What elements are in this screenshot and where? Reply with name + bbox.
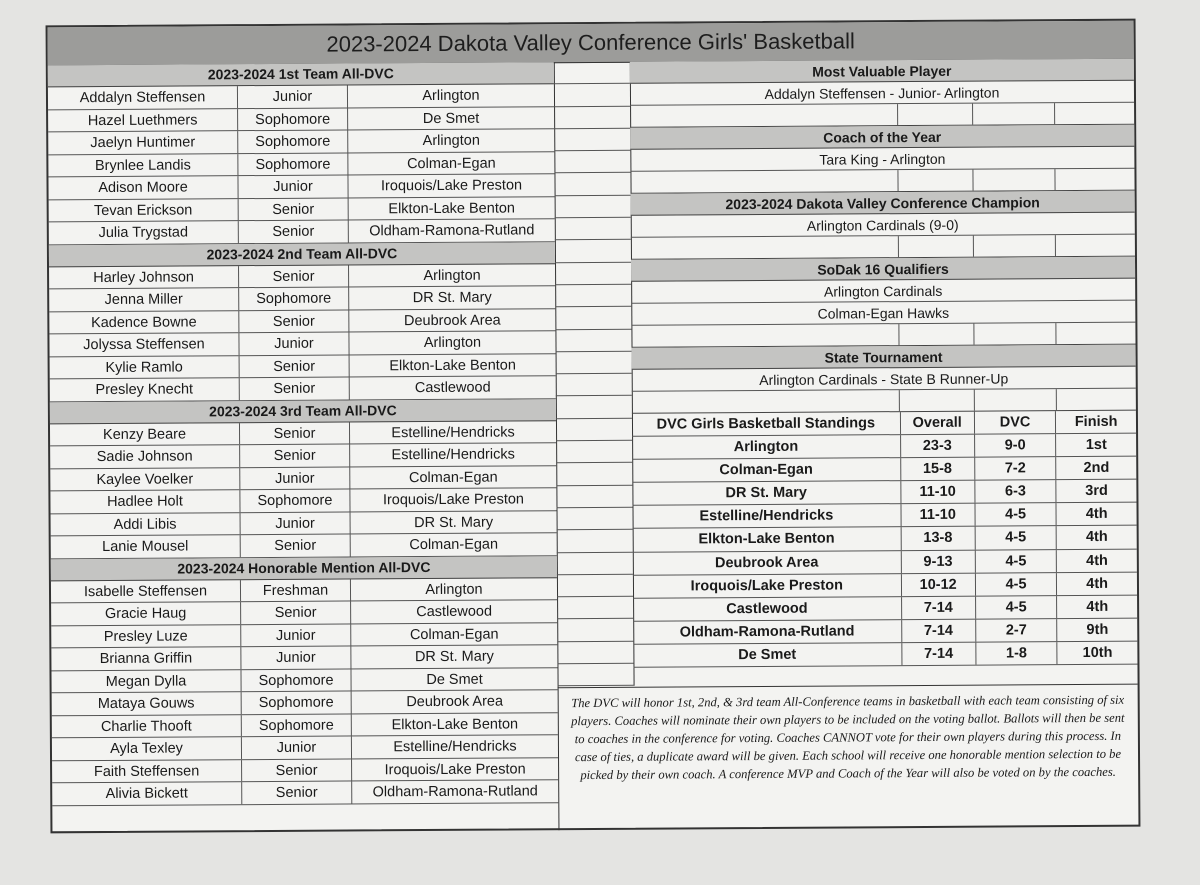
player-grade: Sophomore xyxy=(238,153,348,175)
player-row xyxy=(50,354,556,380)
player-grade: Sophomore xyxy=(238,130,348,152)
player-grade: Junior xyxy=(239,332,349,354)
team: Oldham-Ramona-Rutland xyxy=(633,620,902,644)
player-school: Estelline/Hendricks xyxy=(393,738,517,756)
blank-cell xyxy=(630,170,898,193)
standings-row xyxy=(633,642,1137,668)
dvc-record: 2-7 xyxy=(976,619,1058,642)
player-grade: Senior xyxy=(241,534,351,556)
overall-record: 7-14 xyxy=(902,643,976,666)
player-grade: Junior xyxy=(238,175,348,197)
team: Estelline/Hendricks xyxy=(632,504,901,528)
dvc-record: 1-8 xyxy=(976,642,1058,665)
selection-note: The DVC will honor 1st, 2nd, & 3rd team All-Conference teams in basketball with each team consisting of six players. Coaches will nominate their own players to be included on the voting ballot. Ballots will then be sent to coaches in the conference for voting. Coaches CANNOT vote for their own players during this process. In case of ties, a duplicate award will be given. Each school will receive one honorable mention selection to be picked by their own coach. A conference MVP and Coach of the Year will also be voted on by the coaches. xyxy=(558,684,1139,831)
player-row xyxy=(48,84,554,110)
player-grade: Sophomore xyxy=(241,669,351,691)
player-name: Tevan Erickson xyxy=(49,199,239,222)
blank-cell xyxy=(899,236,974,257)
player-name: Brynlee Landis xyxy=(48,154,238,177)
player-name: Isabelle Steffensen xyxy=(51,580,241,603)
player-name: Kylie Ramlo xyxy=(50,356,240,379)
standings-row xyxy=(632,503,1136,529)
finish: 2nd xyxy=(1083,460,1110,477)
player-school: Oldham-Ramona-Rutland xyxy=(372,783,538,801)
player-school: Colman-Egan xyxy=(408,469,498,486)
player-name: Charlie Thooft xyxy=(52,715,242,738)
blank-cell xyxy=(554,106,630,129)
dvc-record: 4-5 xyxy=(976,550,1058,573)
player-school: De Smet xyxy=(422,110,480,127)
dvc-record: 6-3 xyxy=(975,480,1057,503)
blank-cell xyxy=(557,575,633,598)
standings-header-finish: Finish xyxy=(1074,413,1118,431)
player-name: Presley Knecht xyxy=(50,378,240,401)
blank-cell xyxy=(555,262,631,285)
player-school: Arlington xyxy=(423,334,482,352)
blank-cell xyxy=(557,597,633,620)
player-row xyxy=(52,735,558,761)
player-school: Elkton-Lake Benton xyxy=(389,356,516,374)
player-grade: Senior xyxy=(239,198,349,220)
award-value: Tara King - Arlington xyxy=(630,147,1134,172)
dvc-record: 4-5 xyxy=(975,527,1057,550)
finish: 9th xyxy=(1086,621,1109,638)
blank-cell xyxy=(556,463,632,486)
blank-cell xyxy=(899,170,974,191)
blank-cell xyxy=(556,419,632,442)
team: Colman-Egan xyxy=(632,458,901,482)
player-grade: Junior xyxy=(240,467,350,489)
award-value: Colman-Egan Hawks xyxy=(631,301,1135,326)
blank-cell xyxy=(975,389,1057,411)
team: Deubrook Area xyxy=(633,551,902,575)
section-heading: 2023-2024 2nd Team All-DVC xyxy=(49,242,555,267)
dvc-record: 4-5 xyxy=(976,596,1058,619)
all-conference-teams xyxy=(48,62,560,833)
player-grade: Freshman xyxy=(241,579,351,601)
player-school: Elkton-Lake Benton xyxy=(388,199,515,217)
player-name: Jenna Miller xyxy=(49,288,239,311)
blank-cell xyxy=(1056,235,1135,256)
player-school: Arlington xyxy=(425,581,483,598)
blank-cell xyxy=(630,104,898,127)
player-grade: Senior xyxy=(240,422,350,444)
standings-table xyxy=(632,411,1138,668)
player-name: Hadlee Holt xyxy=(50,490,240,513)
player-row xyxy=(51,533,557,559)
player-grade: Senior xyxy=(239,265,349,287)
section-heading: 2023-2024 1st Team All-DVC xyxy=(48,62,554,87)
award-heading: SoDak 16 Qualifiers xyxy=(631,257,1135,282)
blank-cell xyxy=(556,485,632,508)
blank-cell xyxy=(554,151,630,174)
player-school: Elkton-Lake Benton xyxy=(391,715,519,733)
blank-cell xyxy=(1055,103,1134,124)
blank-column xyxy=(554,62,635,686)
finish: 4th xyxy=(1086,552,1108,569)
blank-cell xyxy=(557,508,633,531)
player-row xyxy=(52,713,558,739)
dvc-record: 9-0 xyxy=(975,434,1057,457)
award-heading: 2023-2024 Dakota Valley Conference Champion xyxy=(631,191,1135,216)
team: Castlewood xyxy=(633,597,902,621)
player-grade: Junior xyxy=(241,512,351,534)
player-grade: Sophomore xyxy=(240,489,350,511)
blank-cell xyxy=(556,352,632,375)
standings-header-team: DVC Girls Basketball Standings xyxy=(632,412,901,436)
player-school: DR St. Mary xyxy=(414,648,494,666)
overall-record: 23-3 xyxy=(901,435,975,458)
player-row xyxy=(48,152,554,178)
overall-record: 13-8 xyxy=(901,527,975,550)
player-grade: Senior xyxy=(240,355,350,377)
overall-record: 9-13 xyxy=(901,550,975,573)
overall-record: 10-12 xyxy=(902,573,976,596)
blank-cell xyxy=(555,285,631,308)
standings-row xyxy=(633,619,1137,645)
player-name: Addalyn Steffensen xyxy=(48,86,238,109)
blank-cell xyxy=(1057,389,1136,410)
player-school: De Smet xyxy=(426,671,483,688)
player-name: Lanie Mousel xyxy=(51,535,241,558)
blank-cell xyxy=(555,307,631,330)
player-grade: Junior xyxy=(241,646,351,668)
blank-row xyxy=(631,235,1135,260)
finish: 4th xyxy=(1086,575,1109,592)
player-row xyxy=(51,668,557,694)
team: Iroquois/Lake Preston xyxy=(633,574,902,598)
standings-header-overall-record: Overall xyxy=(901,412,975,435)
player-name: Jaelyn Huntimer xyxy=(48,131,238,154)
blank-cell xyxy=(557,552,633,575)
award-heading: Coach of the Year xyxy=(630,125,1134,150)
player-name: Faith Steffensen xyxy=(52,760,242,783)
blank-cell xyxy=(555,329,631,352)
award-value: Arlington Cardinals (9-0) xyxy=(631,213,1135,238)
player-grade: Senior xyxy=(242,759,352,781)
finish: 4th xyxy=(1086,598,1109,615)
player-row xyxy=(49,331,555,357)
player-name: Addi Libis xyxy=(51,513,241,536)
team: Elkton-Lake Benton xyxy=(633,528,902,552)
player-row xyxy=(50,443,556,469)
blank-cell xyxy=(555,218,631,241)
awards-list xyxy=(630,59,1136,414)
player-school: Iroquois/Lake Preston xyxy=(384,760,526,778)
dvc-record: 4-5 xyxy=(975,504,1057,527)
standings-row xyxy=(633,572,1137,598)
section-heading: 2023-2024 Honorable Mention All-DVC xyxy=(51,556,557,581)
player-school: Estelline/Hendricks xyxy=(391,423,515,441)
player-row xyxy=(51,600,557,626)
awards-and-standings xyxy=(630,59,1138,686)
player-name: Kenzy Beare xyxy=(50,423,240,446)
finish: 3rd xyxy=(1085,483,1108,500)
finish: 4th xyxy=(1085,506,1108,523)
finish: 1st xyxy=(1085,436,1107,454)
blank-cell xyxy=(973,169,1055,191)
player-row xyxy=(49,286,555,312)
player-grade: Senior xyxy=(239,310,349,332)
player-name: Gracie Haug xyxy=(51,602,241,625)
blank-cell xyxy=(554,129,630,152)
player-school: Oldham-Ramona-Rutland xyxy=(369,222,535,240)
player-name: Mataya Gouws xyxy=(52,692,242,715)
blank-cell xyxy=(900,390,975,411)
player-row xyxy=(50,488,556,514)
player-name: Sadie Johnson xyxy=(50,445,240,468)
player-school: Colman-Egan xyxy=(409,536,499,554)
blank-cell xyxy=(557,530,633,553)
player-name: Jolyssa Steffensen xyxy=(49,333,239,356)
blank-cell xyxy=(556,396,632,419)
player-row xyxy=(49,219,555,245)
blank-row xyxy=(630,103,1134,128)
team: DR St. Mary xyxy=(632,481,901,505)
blank-cell xyxy=(1055,169,1134,190)
award-value: Arlington Cardinals - State B Runner-Up xyxy=(632,367,1136,392)
player-row xyxy=(50,376,556,402)
dvc-record: 7-2 xyxy=(975,457,1057,480)
award-heading: Most Valuable Player xyxy=(630,59,1134,84)
player-row xyxy=(50,421,556,447)
overall-record: 7-14 xyxy=(902,620,976,643)
blank-cell xyxy=(974,235,1056,257)
player-name: Alivia Bickett xyxy=(52,782,242,805)
player-row xyxy=(48,107,554,133)
player-row xyxy=(51,578,557,604)
player-row xyxy=(52,780,558,806)
player-row xyxy=(49,309,555,335)
player-name: Hazel Luethmers xyxy=(48,109,238,132)
player-school: Arlington xyxy=(422,132,480,150)
blank-cell xyxy=(557,641,633,664)
player-grade: Senior xyxy=(241,601,351,623)
player-row xyxy=(51,645,557,671)
award-value: Addalyn Steffensen - Junior- Arlington xyxy=(630,81,1134,106)
player-grade: Junior xyxy=(242,736,352,758)
player-name: Kadence Bowne xyxy=(49,311,239,334)
blank-cell xyxy=(555,240,631,263)
dvc-record: 4-5 xyxy=(976,573,1058,596)
player-name: Brianna Griffin xyxy=(51,647,241,670)
player-school: Colman-Egan xyxy=(409,626,499,643)
player-school: Arlington xyxy=(422,87,480,105)
blank-row xyxy=(630,169,1134,194)
player-grade: Junior xyxy=(238,85,348,107)
overall-record: 15-8 xyxy=(901,458,975,481)
player-row xyxy=(48,174,554,200)
blank-row xyxy=(632,389,1136,414)
section-heading: 2023-2024 3rd Team All-DVC xyxy=(50,399,556,424)
player-school: Colman-Egan xyxy=(407,155,496,172)
blank-cell xyxy=(554,62,630,85)
standings-header xyxy=(632,411,1136,437)
team: Arlington xyxy=(632,435,901,459)
player-grade: Sophomore xyxy=(242,691,352,713)
player-name: Adison Moore xyxy=(48,176,238,199)
document-sheet xyxy=(46,19,1141,834)
blank-cell xyxy=(557,664,633,687)
player-row xyxy=(52,758,558,784)
player-school: DR St. Mary xyxy=(414,514,494,531)
blank-cell xyxy=(554,173,630,196)
award-heading: State Tournament xyxy=(632,345,1136,370)
blank-cell xyxy=(632,390,900,413)
player-grade: Senior xyxy=(240,444,350,466)
player-school: Iroquois/Lake Preston xyxy=(380,177,523,195)
blank-cell xyxy=(554,84,630,107)
player-grade: Senior xyxy=(240,377,350,399)
player-row xyxy=(49,197,555,223)
standings-row xyxy=(633,595,1137,621)
blank-cell xyxy=(556,374,632,397)
blank-cell xyxy=(899,324,974,345)
blank-cell xyxy=(631,236,899,259)
standings-row xyxy=(632,457,1136,483)
player-grade: Sophomore xyxy=(239,287,349,309)
player-school: Deubrook Area xyxy=(406,693,504,711)
player-name: Harley Johnson xyxy=(49,266,239,289)
finish: 10th xyxy=(1082,644,1113,661)
player-row xyxy=(51,511,557,537)
blank-cell xyxy=(555,196,631,219)
blank-cell xyxy=(973,103,1055,125)
player-school: DR St. Mary xyxy=(412,289,492,307)
blank-cell xyxy=(556,441,632,464)
player-name: Megan Dylla xyxy=(51,670,241,693)
player-row xyxy=(48,129,554,155)
player-grade: Sophomore xyxy=(238,108,348,130)
player-school: Iroquois/Lake Preston xyxy=(382,491,525,509)
standings-row xyxy=(633,526,1137,552)
player-grade: Senior xyxy=(242,781,352,803)
player-school: Arlington xyxy=(423,267,481,284)
finish: 4th xyxy=(1085,529,1108,546)
blank-cell xyxy=(631,324,899,347)
player-school: Castlewood xyxy=(414,379,491,397)
blank-cell xyxy=(557,619,633,642)
document-title: 2023-2024 Dakota Valley Conference Girls' Basketball xyxy=(48,21,1134,67)
player-name: Ayla Texley xyxy=(52,737,242,760)
overall-record: 11-10 xyxy=(901,504,975,527)
team: De Smet xyxy=(633,643,902,667)
player-name: Julia Trygstad xyxy=(49,221,239,244)
blank-cell xyxy=(974,323,1056,345)
overall-record: 7-14 xyxy=(902,596,976,619)
player-grade: Senior xyxy=(239,220,349,242)
player-grade: Sophomore xyxy=(242,714,352,736)
overall-record: 11-10 xyxy=(901,481,975,504)
blank-cell xyxy=(1056,323,1135,344)
player-row xyxy=(51,623,557,649)
standings-row xyxy=(633,549,1137,575)
player-name: Kaylee Voelker xyxy=(50,468,240,491)
award-value: Arlington Cardinals xyxy=(631,279,1135,304)
standings-row xyxy=(632,434,1136,460)
player-school: Castlewood xyxy=(416,603,493,621)
player-row xyxy=(50,466,556,492)
player-row xyxy=(49,264,555,290)
player-row xyxy=(52,690,558,716)
player-grade: Junior xyxy=(241,624,351,646)
player-school: Estelline/Hendricks xyxy=(391,446,515,464)
player-school: Deubrook Area xyxy=(403,312,501,329)
player-name: Presley Luze xyxy=(51,625,241,648)
blank-row xyxy=(631,323,1135,348)
standings-header-dvc-record: DVC xyxy=(975,411,1057,434)
standings-row xyxy=(632,480,1136,506)
blank-cell xyxy=(898,104,973,125)
